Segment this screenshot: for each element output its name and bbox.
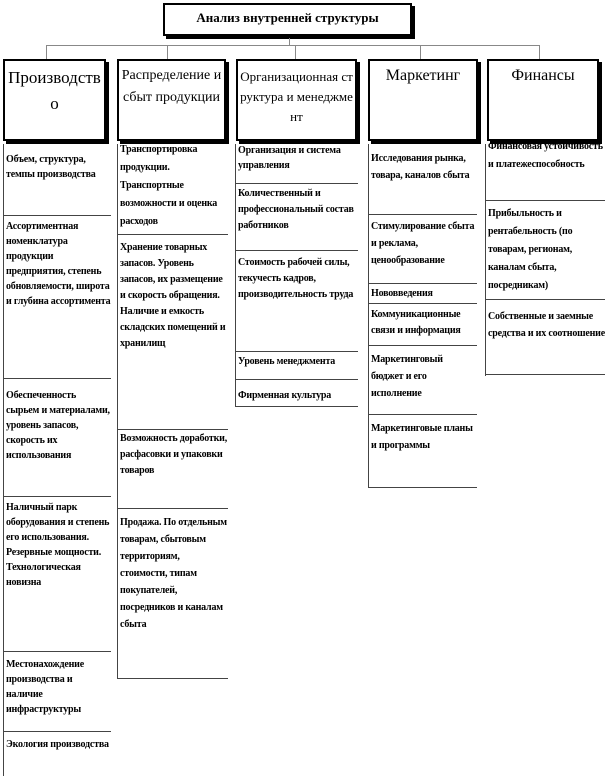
organization-item-5: Фирменная культура (235, 379, 358, 403)
marketing-item-3: Нововведения (368, 283, 477, 301)
distribution-item-3: Возможность доработки, расфасовки и упаковки товаров (117, 429, 228, 479)
organization-bottom-line (235, 406, 358, 407)
finance-item-3: Собственные и заемные средства и их соотношение (485, 299, 605, 342)
organization-item-2: Количественный и профессиональный состав работников (235, 183, 358, 234)
production-item-3: Обеспеченность сырьем и материалами, уровень запасов, скорость их использования (3, 378, 111, 463)
header-production (3, 59, 106, 141)
distribution-item-1: Транспортировка продукции. Транспортные возможности и оценка расходов (120, 144, 218, 227)
stub-marketing (420, 45, 421, 59)
branch-connector (46, 45, 539, 46)
marketing-item-6: Маркетинговые планы и программы (368, 414, 477, 454)
header-production-label: Производство (8, 68, 101, 113)
organization-item-3: Стоимость рабочей силы, текучесть кадров, производительность труда (235, 250, 358, 303)
finance-bottom-line (485, 374, 605, 375)
finance-item-2: Прибыльность и рентабельность (по товарам, регионам, каналам сбыта, посредникам) (485, 200, 605, 295)
production-item-6: Экология производства (3, 731, 111, 752)
finance-item-1: Финансовая устойчивость и платежеспособность (488, 141, 603, 170)
header-distribution (117, 59, 226, 141)
header-marketing (368, 59, 478, 141)
header-marketing-label: Маркетинг (385, 67, 461, 84)
root-title: Анализ внутренней структуры (196, 10, 379, 25)
root-node (163, 3, 412, 36)
production-item-1: Объем, структура, темпы производства (6, 154, 96, 180)
header-finance (487, 59, 599, 141)
header-organization (236, 59, 357, 141)
marketing-item-4: Коммуникационные связи и информация (368, 303, 477, 339)
marketing-item-5: Маркетинговый бюджет и его исполнение (368, 345, 477, 402)
production-item-4: Наличный парк оборудования и степень его использования. Резервные мощности. Технологическая новизна (3, 496, 111, 590)
organization-item-4: Уровень менеджмента (235, 351, 358, 369)
distribution-bottom-line (117, 678, 228, 679)
header-finance-label: Финансы (511, 67, 575, 84)
organization-item-1: Организация и система управления (238, 145, 341, 171)
stub-organization (295, 45, 296, 59)
stub-production (46, 45, 47, 59)
header-distribution-label: Распределение и сбыт продукции (121, 68, 222, 105)
stub-finance (539, 45, 540, 59)
header-organization-label: Организационная структура и менеджмент (240, 69, 353, 124)
marketing-item-2: Стимулирование сбыта и реклама, ценообразование (368, 214, 477, 269)
distribution-item-2: Хранение товарных запасов. Уровень запасов, их размещение и скорость обращения. Наличие и емкость складских помещений и хранилищ (117, 234, 228, 352)
production-item-2: Ассортиментная номенклатура продукции предприятия, степень обновляемости, широта и глубина ассортимента (3, 215, 111, 309)
production-item-5: Местонахождение производства и наличие инфраструктуры (3, 651, 111, 717)
marketing-bottom-line (368, 487, 477, 488)
distribution-item-4: Продажа. По отдельным товарам, сбытовым территориям, стоимости, типам покупателей, посредников и каналам сбыта (117, 508, 228, 633)
stub-distribution (167, 45, 168, 59)
marketing-item-1: Исследования рынка, товара, каналов сбыта (371, 153, 470, 181)
